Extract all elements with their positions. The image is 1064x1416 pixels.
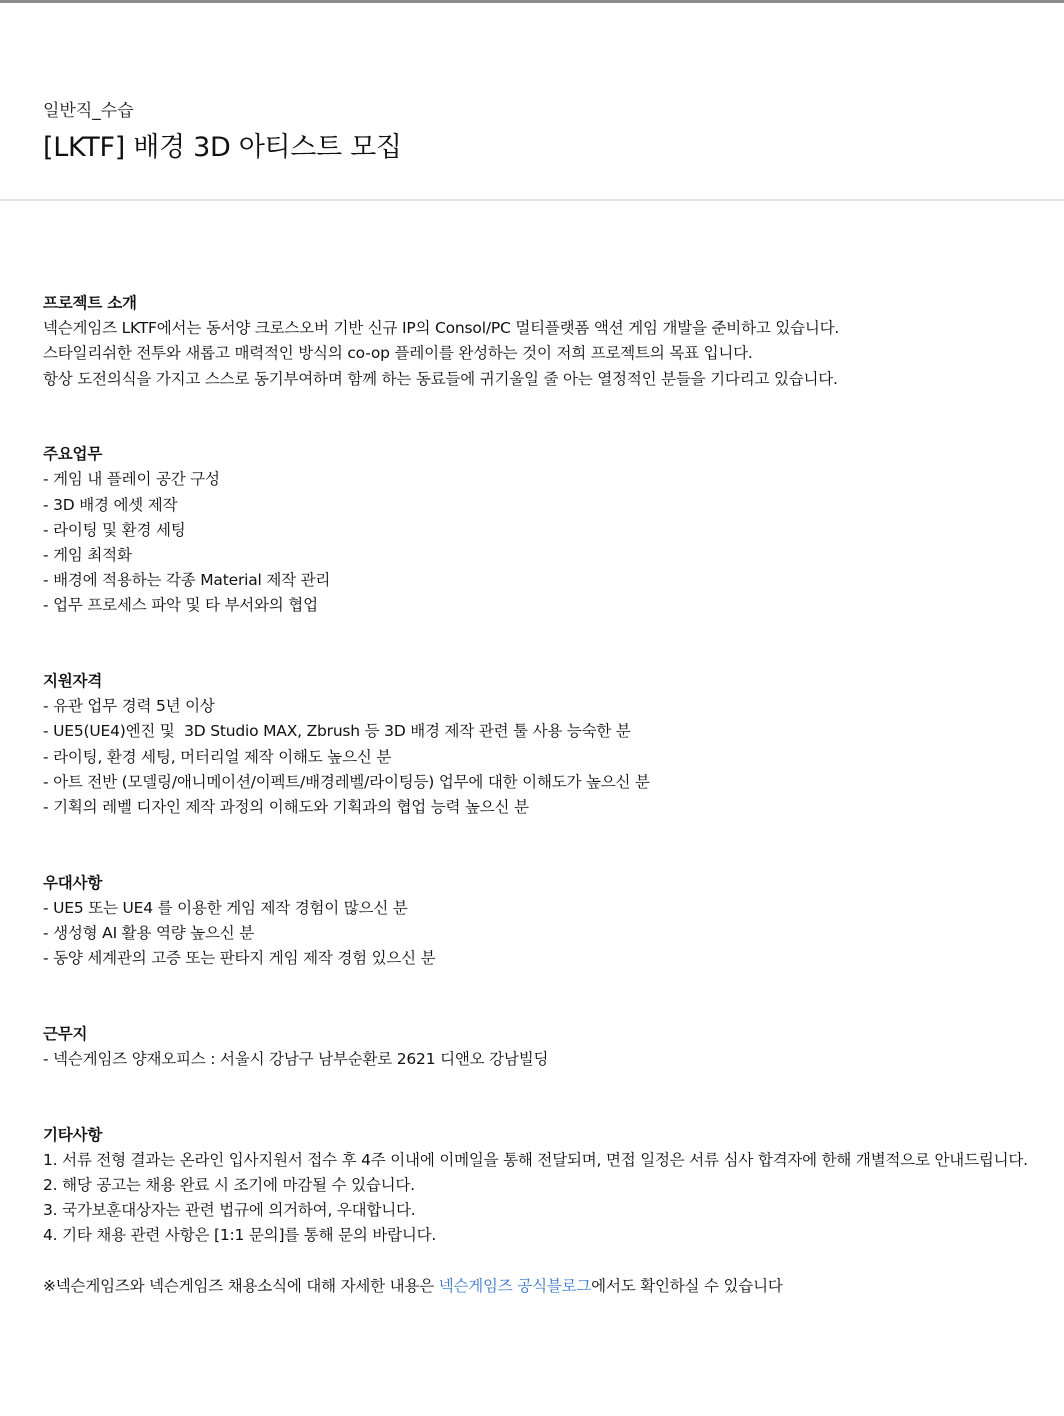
list-item: 4. 기타 채용 관련 사항은 [1:1 문의]를 통해 문의 바랍니다. [43, 1226, 437, 1245]
section-project-intro [43, 291, 1028, 392]
blog-notice [43, 1274, 1028, 1299]
notice-text: ※넥슨게임즈와 넥슨게임즈 채용소식에 대해 자세한 내용은 [43, 1276, 439, 1295]
list-item: - 동양 세계관의 고증 또는 판타지 게임 제작 경험 있으신 분 [43, 949, 436, 968]
list-item: - UE5(UE4)엔진 및 3D Studio MAX, Zbrush 등 3D 배경 제작 관련 툴 사용 능숙한 분 [43, 722, 631, 741]
text-line: 항상 도전의식을 가지고 스스로 동기부여하며 함께 하는 동료들에 귀기울일 줄 아는 열정적인 분들을 기다리고 있습니다. [43, 369, 838, 388]
list-item: - 3D 배경 에셋 제작 [43, 495, 178, 514]
text-line: 스타일리쉬한 전투와 새롭고 매력적인 방식의 co-op 플레이를 완성하는 것이 저희 프로젝트의 목표 입니다. [43, 344, 753, 363]
section-title: 주요업무 [43, 445, 103, 464]
list-item: - 아트 전반 (모델링/애니메이션/이펙트/배경레벨/라이팅등) 업무에 대한 이해도가 높으신 분 [43, 772, 650, 791]
section-main-duties [43, 442, 1028, 618]
official-blog-link[interactable]: 넥슨게임즈 공식블로그 [438, 1276, 592, 1295]
list-item: - 게임 최적화 [43, 546, 132, 565]
list-item: - 업무 프로세스 파악 및 타 부서와의 협업 [43, 596, 318, 615]
section-qualifications [43, 669, 1028, 820]
list-item: - 기획의 레벨 디자인 제작 과정의 이해도와 기획과의 협업 능력 높으신 분 [43, 798, 529, 817]
list-item: - 배경에 적용하는 각종 Material 제작 관리 [43, 571, 331, 590]
section-preferred [43, 871, 1028, 972]
list-item: - 유관 업무 경력 5년 이상 [43, 697, 215, 716]
section-work-location [43, 1022, 1028, 1072]
text-line: 넥슨게임즈 LKTF에서는 동서양 크로스오버 기반 신규 IP의 Consol/PC 멀티플랫폼 액션 게임 개발을 준비하고 있습니다. [43, 319, 840, 338]
section-title: 근무지 [43, 1024, 88, 1043]
list-item: - 라이팅 및 환경 세팅 [43, 520, 186, 539]
job-category: 일반직_수습 [43, 101, 134, 121]
list-item: - UE5 또는 UE4 를 이용한 게임 제작 경험이 많으신 분 [43, 898, 408, 917]
notice-text-end: 에서도 확인하실 수 있습니다 [591, 1276, 783, 1295]
top-border [0, 0, 1064, 3]
list-item: 1. 서류 전형 결과는 온라인 입사지원서 접수 후 4주 이내에 이메일을 통해 전달되며, 면접 일정은 서류 심사 합격자에 한해 개별적으로 안내드립니다. [43, 1150, 1028, 1169]
header-divider [0, 199, 1064, 201]
list-item: 2. 해당 공고는 채용 완료 시 조기에 마감될 수 있습니다. [43, 1176, 415, 1195]
section-etc [43, 1123, 1028, 1249]
list-item: - 생성형 AI 활용 역량 높으신 분 [43, 924, 255, 943]
list-item: - 게임 내 플레이 공간 구성 [43, 470, 220, 489]
page-title: [LKTF] 배경 3D 아티스트 모집 [43, 132, 402, 163]
list-item: 3. 국가보훈대상자는 관련 법규에 의거하여, 우대합니다. [43, 1201, 416, 1220]
section-title: 우대사항 [43, 873, 103, 892]
posting-header [43, 98, 1023, 168]
job-description [43, 291, 1028, 1299]
section-title: 지원자격 [43, 672, 103, 691]
section-title: 프로젝트 소개 [43, 294, 137, 312]
section-title: 기타사항 [43, 1125, 103, 1144]
list-item: - 라이팅, 환경 세팅, 머터리얼 제작 이해도 높으신 분 [43, 747, 392, 766]
list-item: - 넥슨게임즈 양재오피스 : 서울시 강남구 남부순환로 2621 디앤오 강남빌딩 [43, 1050, 549, 1069]
